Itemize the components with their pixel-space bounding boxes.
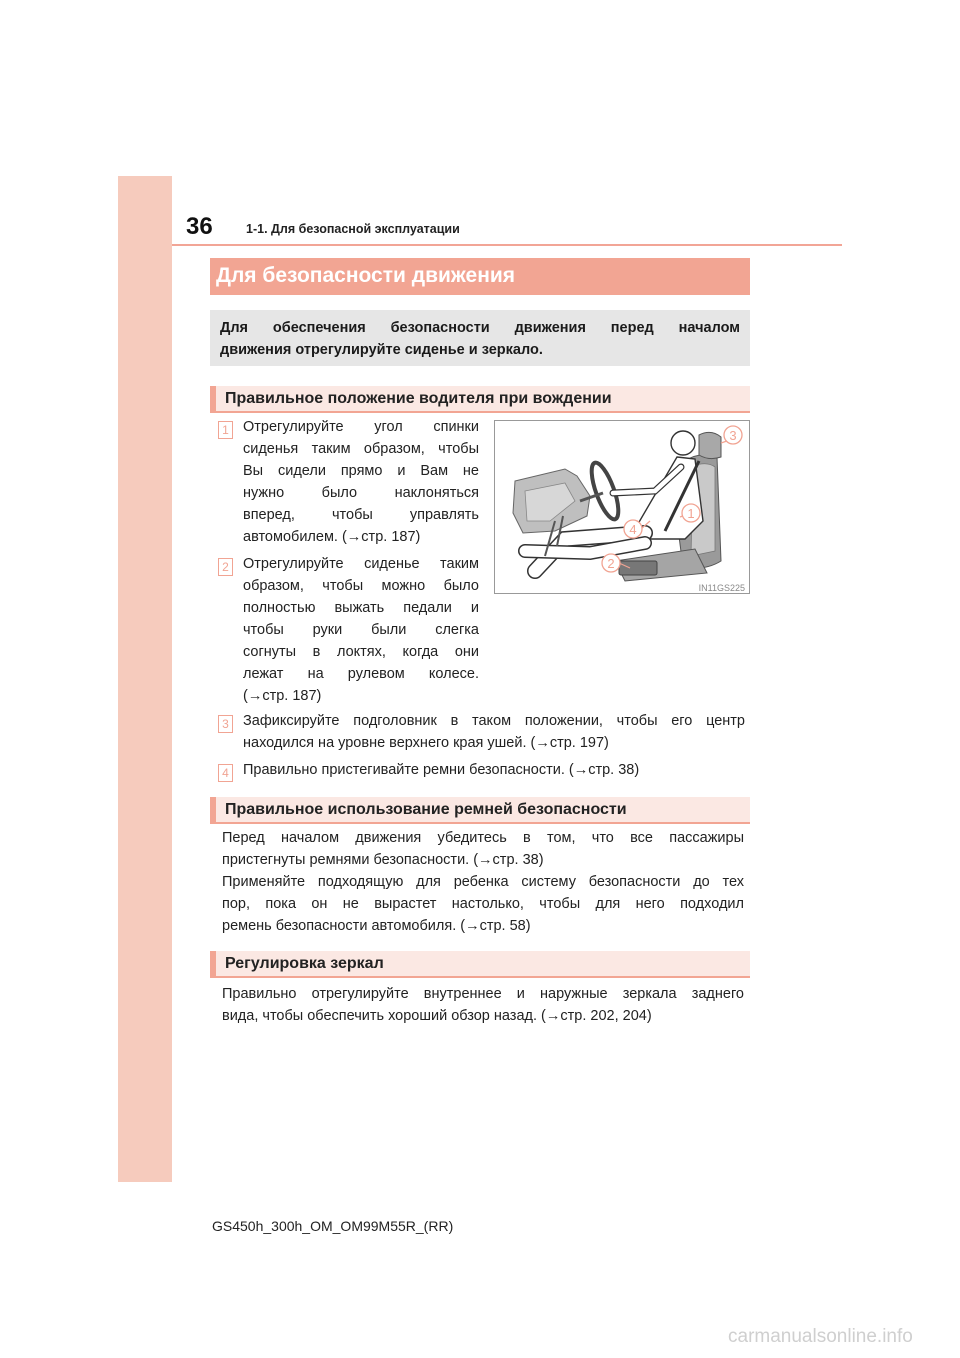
page-number: 36 <box>186 213 213 240</box>
paragraph-line: Перед началом движения убедитесь в том, что все пассажиры <box>222 830 744 846</box>
item-2-line: согнуты в локтях, когда они <box>243 644 479 660</box>
paragraph-line: Применяйте подходящую для ребенка систему безопасности до тех <box>222 874 744 890</box>
item-1-line: нужно было наклоняться <box>243 485 479 501</box>
item-1-line: сиденья таким образом, чтобы <box>243 441 479 457</box>
paragraph-line: вида, чтобы обеспечить хороший обзор назад. (→стр. 202, 204) <box>222 1008 652 1024</box>
watermark: carmanualsonline.info <box>728 1326 913 1347</box>
side-tab <box>118 176 172 1182</box>
callout-3 <box>724 426 742 444</box>
item-1-line: автомобилем. (→стр. 187) <box>243 529 421 545</box>
callout-4 <box>624 520 642 538</box>
item-2-line: (→стр. 187) <box>243 688 322 704</box>
seatbelt-paragraph-1 <box>222 827 744 871</box>
header-divider <box>172 244 842 246</box>
item-2-text <box>243 553 479 707</box>
paragraph-line: пор, пока он не вырастет настолько, чтобы для него подходил <box>222 896 744 912</box>
section-heading-seatbelts: Правильное использование ремней безопасности <box>210 797 750 824</box>
item-number-4: 4 <box>218 764 233 782</box>
item-number-1: 1 <box>218 421 233 439</box>
callout-1-label: 1 <box>687 506 695 521</box>
page-title: Для безопасности движения <box>210 258 750 295</box>
intro-line-2: движения отрегулируйте сиденье и зеркало. <box>220 342 543 358</box>
intro-box <box>210 310 750 366</box>
callout-4-label: 4 <box>629 522 637 537</box>
section-heading-mirrors: Регулировка зеркал <box>210 951 750 978</box>
intro-line-1: Для обеспечения безопасности движения перед началом <box>220 320 740 336</box>
callout-2 <box>602 554 620 572</box>
paragraph-line: пристегнуты ремнями безопасности. (→стр. 38) <box>222 852 544 868</box>
item-2-line: лежат на рулевом колесе. <box>243 666 479 682</box>
paragraph-line: Правильно отрегулируйте внутреннее и наружные зеркала заднего <box>222 986 744 1002</box>
document-code-footer: GS450h_300h_OM_OM99M55R_(RR) <box>212 1218 454 1234</box>
item-4-line: Правильно пристегивайте ремни безопасности. (→стр. 38) <box>243 762 640 778</box>
item-2-line: чтобы руки были слегка <box>243 622 479 638</box>
illustration-code: IN11GS225 <box>698 583 745 593</box>
item-4-text <box>243 759 745 781</box>
driver-seat-drawing <box>495 421 750 594</box>
mirrors-paragraph <box>222 983 744 1027</box>
item-1-text <box>243 416 479 548</box>
item-2-line: полностью выжать педали и <box>243 600 479 616</box>
item-1-line: Вы сидели прямо и Вам не <box>243 463 479 479</box>
item-1-line: Отрегулируйте угол спинки <box>243 419 479 435</box>
item-3-line: находился на уровне верхнего края ушей. (→стр. 197) <box>243 735 609 751</box>
item-3-text <box>243 710 745 754</box>
item-2-line: Отрегулируйте сиденье таким <box>243 556 479 572</box>
paragraph-line: ремень безопасности автомобиля. (→стр. 58) <box>222 918 531 934</box>
item-2-line: образом, чтобы можно было <box>243 578 479 594</box>
callout-1 <box>682 504 700 522</box>
section-header: 1-1. Для безопасной эксплуатации <box>246 222 460 236</box>
item-number-3: 3 <box>218 715 233 733</box>
callout-3-label: 3 <box>729 428 737 443</box>
item-1-line: вперед, чтобы управлять <box>243 507 479 523</box>
section-heading-driver-position: Правильное положение водителя при вождении <box>210 386 750 413</box>
seatbelt-paragraph-2 <box>222 871 744 937</box>
item-3-line: Зафиксируйте подголовник в таком положении, чтобы его центр <box>243 713 745 729</box>
item-number-2: 2 <box>218 558 233 576</box>
driver-position-illustration <box>494 420 750 594</box>
callout-2-label: 2 <box>607 556 615 571</box>
